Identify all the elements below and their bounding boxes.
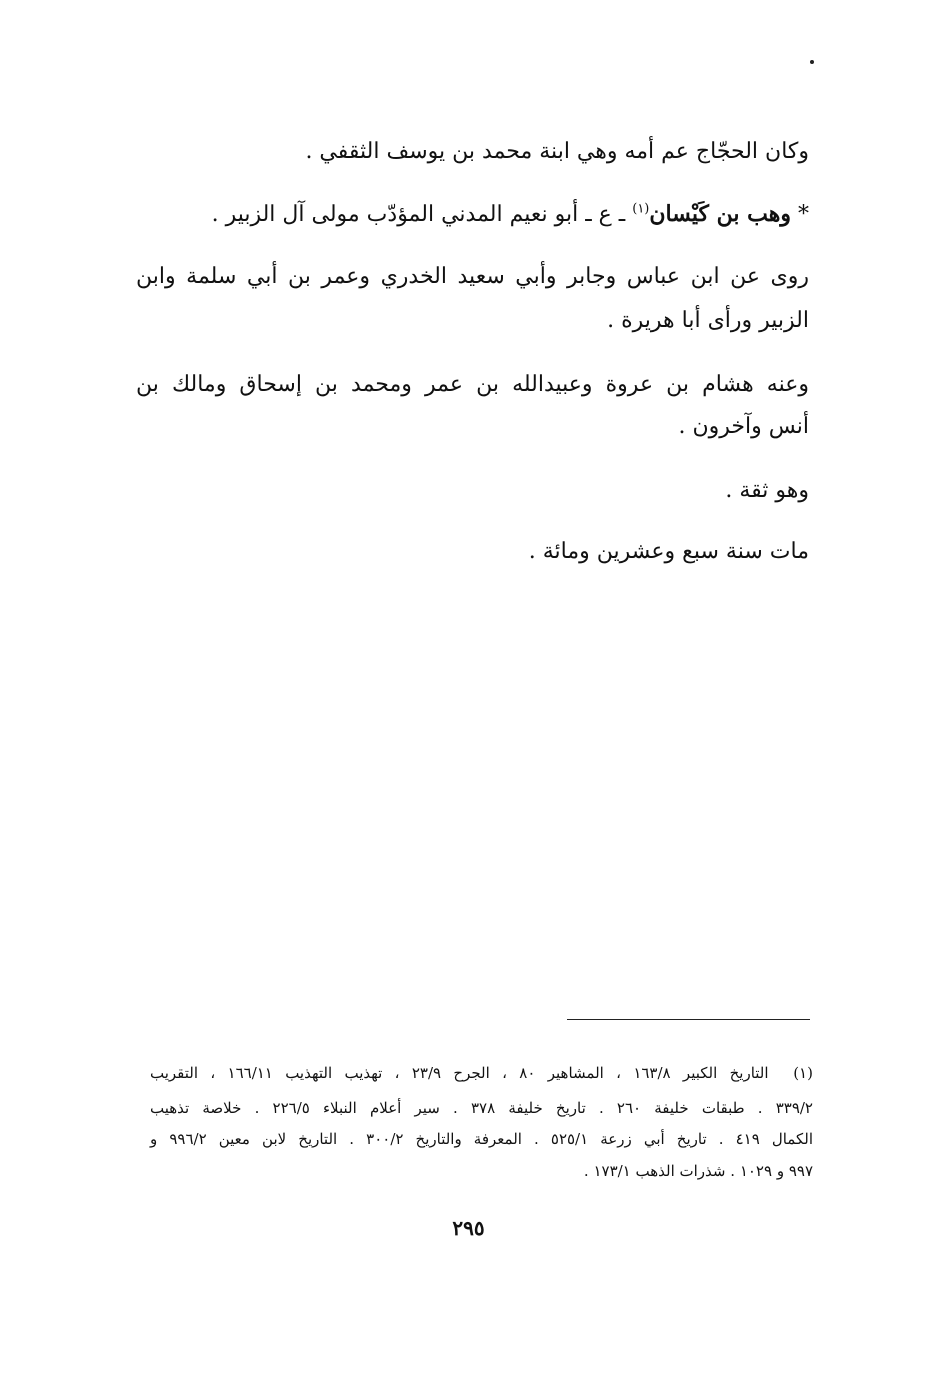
entry-name: وهب بن كَيْسان [649, 201, 791, 227]
footnote-separator [567, 1019, 810, 1020]
footnote-text-1: التاريخ الكبير ١٦٣/٨ ، المشاهير ٨٠ ، الجرح ٢٣/٩ ، تهذيب التهذيب ١٦٦/١١ ، التقريب [150, 1064, 769, 1082]
footnote-line-4: ٩٩٧ و ١٠٢٩ . شذرات الذهب ١٧٣/١ . [583, 1162, 813, 1180]
footnote-line-3: الكمال ٤١٩ . تاريخ أبي زرعة ٥٢٥/١ . المعرفة والتاريخ ٣٠٠/٢ . التاريخ لابن معين ٩٩٦/٢ و [150, 1130, 814, 1148]
footnote-marker: (١) [793, 1064, 813, 1082]
narrators-line-2: أنس وآخرون . [678, 414, 809, 439]
entry-star: * [798, 202, 809, 227]
body-line-hajjaj: وكان الحجّاج عم أمه وهي ابنة محمد بن يوسف الثقفي . [305, 139, 809, 164]
narrators-line-1: وعنه هشام بن عروة وعبيدالله بن عمر ومحمد بن إسحاق ومالك بن [136, 372, 809, 397]
biography-entry-heading [212, 199, 809, 230]
entry-description: ـ ع ـ أبو نعيم المدني المؤدّب مولى آل الزبير . [211, 202, 626, 227]
page-mark-dot [810, 60, 814, 64]
footnote-reference: (١) [632, 201, 650, 217]
reliability-line: وهو ثقة . [725, 478, 809, 503]
footnote-line-2: ٣٣٩/٢ . طبقات خليفة ٢٦٠ . تاريخ خليفة ٣٧٨ . سير أعلام النبلاء ٢٢٦/٥ . خلاصة تذهيب [150, 1099, 813, 1117]
footnote-line-1 [150, 1062, 813, 1084]
narrated-from-line-2: الزبير ورأى أبا هريرة . [607, 308, 809, 333]
death-line: مات سنة سبع وعشرين ومائة . [528, 539, 809, 564]
narrated-from-line-1: روى عن ابن عباس وجابر وأبي سعيد الخدري وعمر بن أبي سلمة وابن [136, 264, 809, 289]
page-number: ٢٩٥ [452, 1216, 485, 1240]
